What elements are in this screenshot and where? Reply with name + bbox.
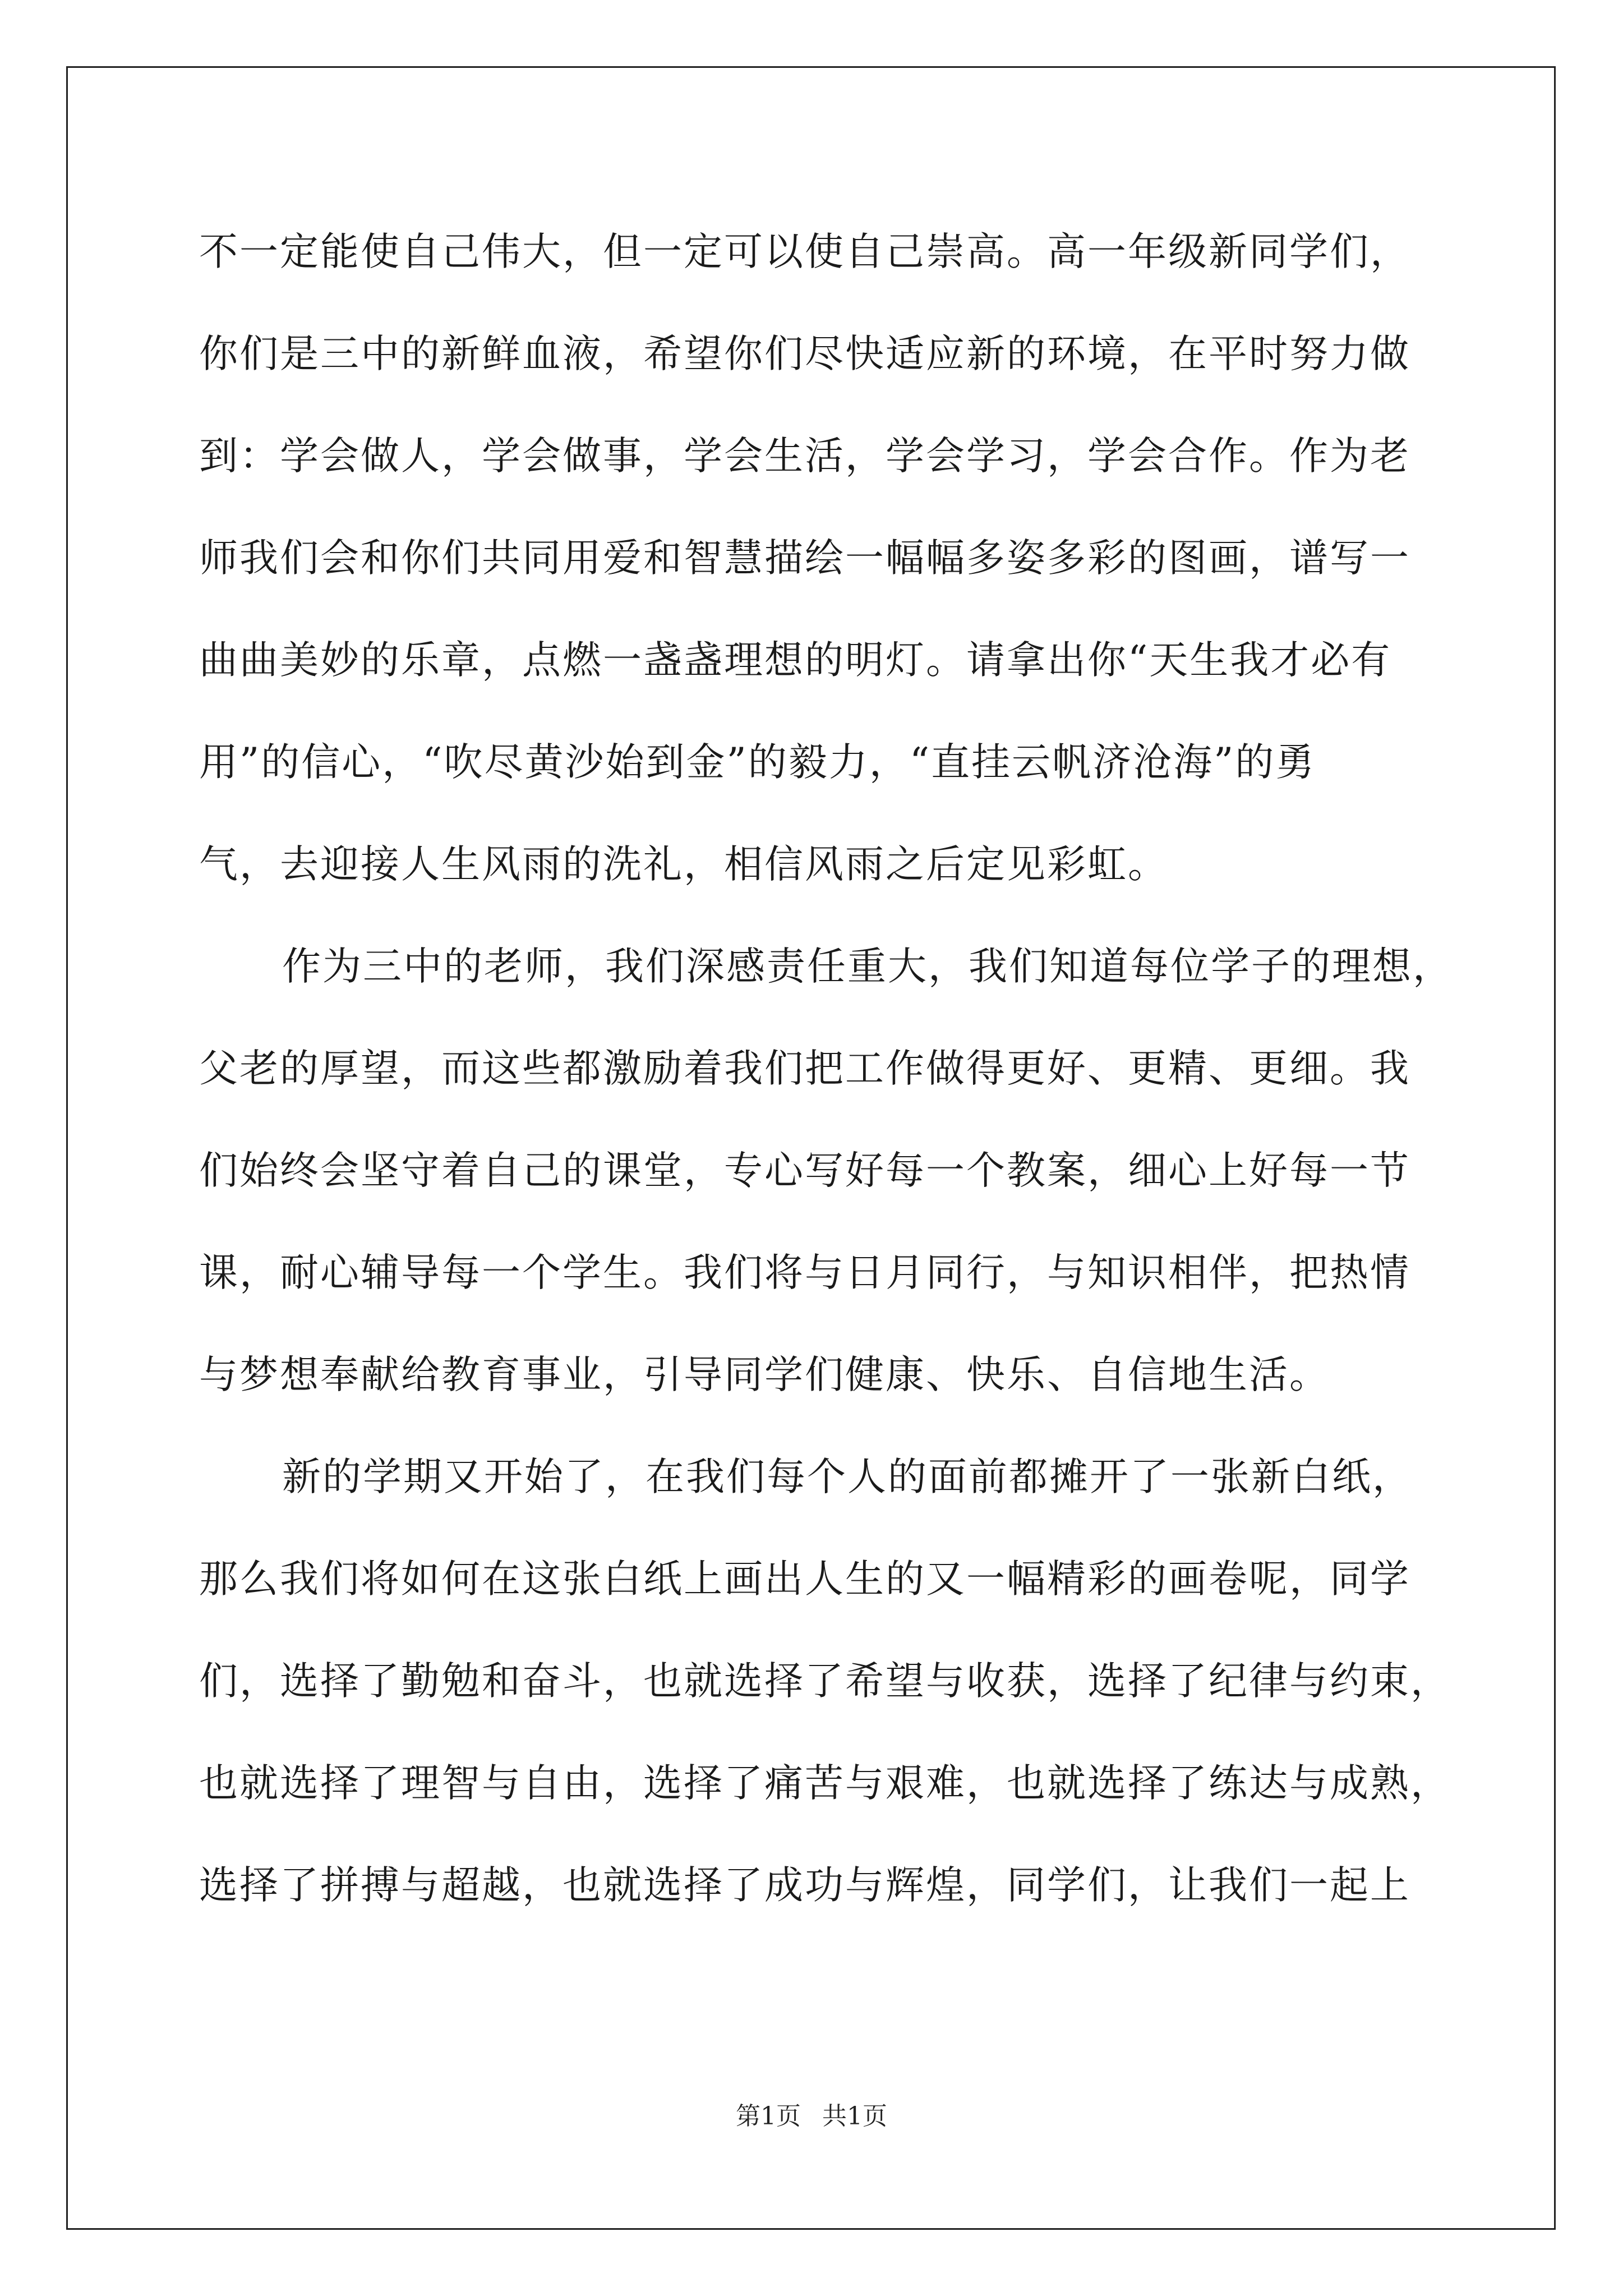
text-line: 用”的信心，“吹尽黄沙始到金”的毅力，“直挂云帆济沧海”的勇 [199,740,1316,785]
page-total: 共1页 [822,2102,887,2131]
text-line: 与梦想奉献给教育事业，引导同学们健康、快乐、自信地生活。 [199,1352,1330,1397]
text-line: 课，耐心辅导每一个学生。我们将与日月同行，与知识相伴，把热情 [199,1250,1410,1295]
text-line: 气，去迎接人生风雨的洗礼，相信风雨之后定见彩虹。 [199,842,1168,887]
text-line: 那么我们将如何在这张白纸上画出人生的又一幅精彩的画卷呢，同学 [199,1557,1410,1602]
text-line: 到：学会做人，学会做事，学会生活，学会学习，学会合作。作为老 [199,434,1410,478]
text-line: 师我们会和你们共同用爱和智慧描绘一幅幅多姿多彩的图画，谱写一 [199,536,1410,581]
text-line: 们始终会坚守着自己的课堂，专心写好每一个教案，细心上好每一节 [199,1148,1410,1193]
text-line: 父老的厚望，而这些都激励着我们把工作做得更好、更精、更细。我 [199,1046,1410,1091]
page-number: 第1页 [736,2102,801,2131]
text-line: 你们是三中的新鲜血液，希望你们尽快适应新的环境，在平时努力做 [199,332,1410,376]
text-line: 曲曲美妙的乐章，点燃一盏盏理想的明灯。请拿出你“天生我才必有 [199,638,1392,683]
text-line: 们，选择了勤勉和奋斗，也就选择了希望与收获，选择了纪律与约束， [199,1659,1451,1704]
paragraph-3 [199,1426,1451,1936]
text-line: 选择了拼搏与超越，也就选择了成功与辉煌，同学们，让我们一起上 [199,1863,1410,1908]
page-footer [0,2096,1623,2132]
text-line: 不一定能使自己伟大，但一定可以使自己崇高。高一年级新同学们， [199,229,1410,274]
text-line-indented: 作为三中的老师，我们深感责任重大，我们知道每位学子的理想， [282,944,1453,989]
paragraph-1 [199,201,1436,915]
text-line-indented: 新的学期又开始了，在我们每个人的面前都摊开了一张新白纸， [282,1455,1413,1499]
document-body [199,201,1453,1936]
paragraph-2 [199,915,1453,1426]
text-line: 也就选择了理智与自由，选择了痛苦与艰难，也就选择了练达与成熟， [199,1761,1451,1806]
